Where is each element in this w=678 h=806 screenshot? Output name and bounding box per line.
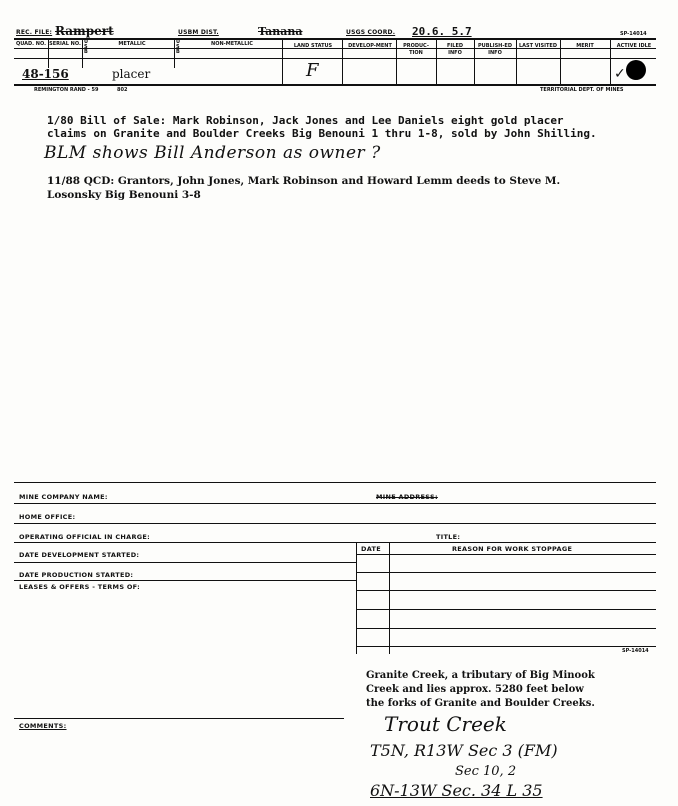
land-status-mark: F	[306, 60, 319, 81]
col-metallic: METALLIC	[118, 41, 146, 47]
operating-official-label: OPERATING OFFICIAL IN CHARGE:	[19, 533, 151, 541]
table-border	[356, 542, 357, 654]
mine-address-label: MINE ADDRESS:	[376, 493, 438, 501]
form-divider	[14, 542, 656, 543]
dept-name: TERRITORIAL DEPT. OF MINES	[540, 87, 624, 93]
header-bottom-border	[14, 84, 656, 86]
col-divider	[610, 38, 611, 84]
leases-offers-label: LEASES & OFFERS - TERMS OF:	[19, 583, 140, 591]
handwritten-creek: Trout Creek	[384, 712, 507, 736]
col-divider	[82, 38, 83, 68]
col-usbm-code-2: U S B	[176, 39, 181, 55]
table-row-line	[356, 628, 656, 629]
location-line: Creek and lies approx. 5280 feet below	[366, 684, 584, 695]
col-merit: MERIT	[576, 43, 594, 49]
col-quad-no: QUAD. NO.	[15, 41, 47, 47]
comments-label: COMMENTS:	[19, 722, 67, 730]
handwritten-note: BLM shows Bill Anderson as owner ?	[44, 143, 381, 163]
note-line: Losonsky Big Benouni 3-8	[47, 189, 201, 201]
table-reason-header: REASON FOR WORK STOPPAGE	[452, 545, 573, 553]
metallic-value: placer	[112, 67, 151, 81]
col-divider	[174, 38, 175, 68]
mine-company-name-label: MINE COMPANY NAME:	[19, 493, 108, 501]
handwritten-township-2: 6N-13W Sec. 34 L 35	[370, 781, 543, 800]
title-label: TITLE:	[436, 533, 461, 541]
form-divider	[14, 482, 656, 483]
col-published-info: PUBLISH-ED INFO	[477, 43, 512, 56]
table-row-line	[356, 590, 656, 591]
home-office-label: HOME OFFICE:	[19, 513, 76, 521]
active-dot-icon	[626, 60, 646, 80]
table-date-header: DATE	[361, 545, 381, 553]
idle-check-icon: ✓	[614, 66, 626, 82]
date-development-started-label: DATE DEVELOPMENT STARTED:	[19, 551, 140, 559]
form-divider	[14, 523, 656, 524]
col-divider	[396, 38, 397, 84]
col-divider	[282, 38, 283, 84]
rec-file-label: REC. FILE:	[16, 29, 53, 36]
form-number-top: SP-14014	[620, 31, 647, 37]
col-non-metallic: NON-METALLIC	[211, 41, 253, 47]
form-printer-code: 802	[117, 87, 128, 93]
col-divider	[474, 38, 475, 84]
note-line: claims on Granite and Boulder Creeks Big Benouni 1 thru 1-8, sold by John Shilling.	[47, 127, 597, 140]
table-row-line	[356, 554, 656, 555]
table-row-line	[356, 646, 656, 647]
col-serial-no: SERIAL NO.	[49, 41, 81, 47]
col-usbm-code: U S B	[84, 39, 89, 55]
rec-file-value: Rampert	[55, 24, 114, 38]
form-number-bottom: SP-14014	[622, 648, 649, 654]
note-line: 11/88 QCD: Grantors, John Jones, Mark Robinson and Howard Lemm deeds to Steve M.	[47, 175, 561, 187]
table-border	[389, 542, 390, 654]
serial-number-value: 48-156	[22, 67, 69, 81]
col-filed-info: FILED INFO	[446, 43, 464, 56]
col-land-status: LAND STATUS	[293, 43, 333, 49]
note-line: 1/80 Bill of Sale: Mark Robinson, Jack Jones and Lee Daniels eight gold placer	[47, 114, 564, 127]
form-divider	[14, 718, 344, 719]
usgs-coord-value: 20.6. 5.7	[412, 25, 472, 38]
col-divider	[342, 38, 343, 84]
handwritten-township: T5N, R13W Sec 3 (FM)	[370, 741, 558, 760]
col-last-visited: LAST VISITED	[519, 43, 557, 49]
form-divider	[14, 562, 356, 563]
handwritten-section: Sec 10, 2	[455, 764, 517, 779]
col-development: DEVELOP-MENT	[348, 43, 392, 49]
usbm-dist-value: Tanana	[258, 25, 303, 38]
form-divider	[14, 503, 656, 504]
col-divider	[560, 38, 561, 84]
date-production-started-label: DATE PRODUCTION STARTED:	[19, 571, 134, 579]
form-divider	[14, 580, 356, 581]
col-active-idle: ACTIVE IDLE	[616, 43, 652, 49]
usbm-dist-label: USBM DIST.	[178, 29, 219, 36]
col-divider	[516, 38, 517, 84]
usgs-coord-label: USGS COORD.	[346, 29, 396, 36]
table-row-line	[356, 609, 656, 610]
form-printer: REMINGTON RAND - 59	[34, 87, 99, 93]
table-row-line	[356, 572, 656, 573]
col-divider	[436, 38, 437, 84]
col-production: PRODUC-TION	[403, 43, 429, 56]
location-line: Granite Creek, a tributary of Big Minook	[366, 670, 595, 681]
location-line: the forks of Granite and Boulder Creeks.	[366, 698, 595, 709]
